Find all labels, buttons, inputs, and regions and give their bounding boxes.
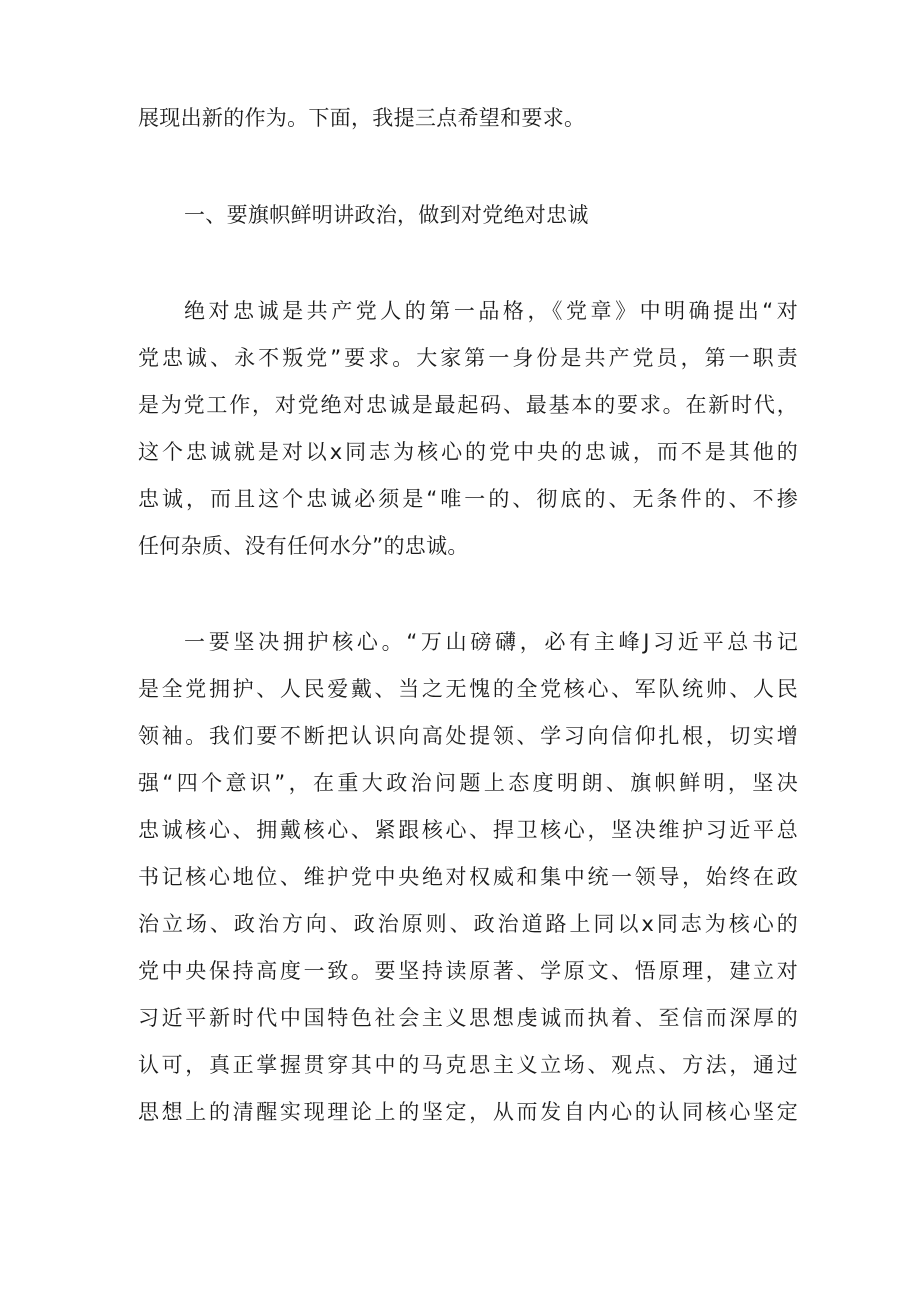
text-line-10: 是全党拥护、人民爱戴、当之无愧的全党核心、军队统帅、人民 [138,677,798,701]
text-line-15: 治立场、政治方向、政治原则、政治道路上同以x同志为核心的 [138,912,798,936]
text-line-1: 展现出新的作为。下面，我提三点希望和要求。 [138,106,586,130]
text-line-13: 忠诚核心、拥戴核心、紧跟核心、捍卫核心，坚决维护习近平总 [138,818,798,842]
text-line-3: 绝对忠诚是共产党人的第一品格，《党章》中明确提出“对 [184,299,798,323]
text-line-9: 一要坚决拥护核心。“万山磅礴，必有主峰J习近平总书记 [184,630,798,654]
text-line-17: 习近平新时代中国特色社会主义思想虔诚而执着、至信而深厚的 [138,1006,798,1030]
text-line-5: 是为党工作，对党绝对忠诚是最起码、最基本的要求。在新时代， [138,393,798,417]
text-line-8: 任何杂质、没有任何水分”的忠诚。 [138,534,469,558]
text-line-6: 这个忠诚就是对以x同志为核心的党中央的忠诚，而不是其他的 [138,440,798,464]
text-line-18: 认可，真正掌握贯穿其中的马克思主义立场、观点、方法，通过 [138,1053,798,1077]
text-line-4: 党忠诚、永不叛党”要求。大家第一身份是共产党员，第一职责 [138,346,798,370]
text-line-16: 党中央保持高度一致。要坚持读原著、学原文、悟原理，建立对 [138,959,798,983]
text-line-19: 思想上的清醒实现理论上的坚定，从而发自内心的认同核心坚定 [138,1100,798,1124]
text-line-7: 忠诚，而且这个忠诚必须是“唯一的、彻底的、无条件的、不掺 [138,487,798,511]
text-line-11: 领袖。我们要不断把认识向高处提领、学习向信仰扎根，切实增 [138,724,798,748]
section-heading: 一、要旗帜鲜明讲政治，做到对党绝对忠诚 [184,203,589,227]
text-line-12: 强“四个意识”，在重大政治问题上态度明朗、旗帜鲜明，坚决 [138,771,798,795]
text-line-14: 书记核心地位、维护党中央绝对权威和集中统一领导，始终在政 [138,865,798,889]
